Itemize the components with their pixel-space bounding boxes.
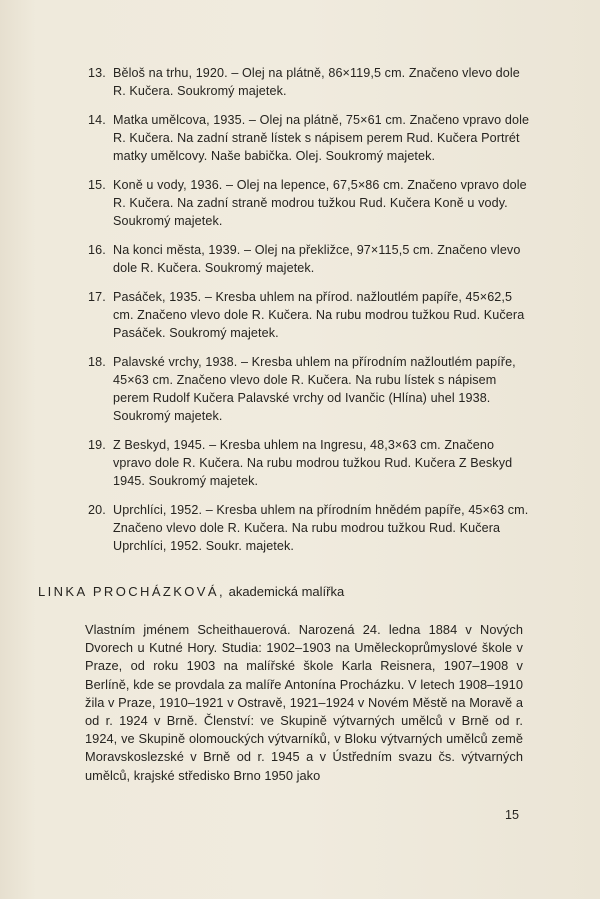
catalog-entry [88, 288, 536, 342]
entry-text: Pasáček, 1935. – Kresba uhlem na přírod. nažloutlém papíře, 45×62,5 cm. Značeno vlevo dole R. Kučera. Na rubu modrou tužkou Rud. Kučera Pasáček. Soukromý majetek. [113, 290, 525, 340]
entry-text: Na konci města, 1939. – Olej na překližce, 97×115,5 cm. Značeno vlevo dole R. Kučera. Soukromý majetek. [113, 243, 521, 275]
catalog-entry [88, 176, 536, 230]
entry-number: 15. [88, 178, 106, 192]
catalog-entry [88, 353, 536, 425]
entry-number: 14. [88, 113, 106, 127]
entry-text: Z Beskyd, 1945. – Kresba uhlem na Ingresu, 48,3×63 cm. Značeno vpravo dole R. Kučera. Na rubu modrou tužkou Rud. Kučera Z Beskyd 1945. Soukromý majetek. [113, 438, 513, 488]
catalog-entry [88, 436, 536, 490]
artist-biography: Vlastním jménem Scheithauerová. Narozená 24. ledna 1884 v Nových Dvorech u Kutné Hory. Studia: 1902–1903 na Uměleckoprůmyslové škole v Praze, od roku 1903 na malířské škole Karla Reisnera, 1907–1908 v Berlíně, kde se provdala za malíře Antonína Procházku. V letech 1908–1910 žila v Praze, 1910–1921 v Ostravě, 1921–1924 v Novém Městě na Moravě a od r. 1924 v Brně. Členství: ve Skupině výtvarných umělců v Brně od r. 1924, ve Skupině olomouckých výtvarníků, v Bloku výtvarných umělců země Moravskoslezské v Brně od r. 1945 a v Ústředním svazu čs. výtvarných umělců, krajské středisko Brno 1950 jako [85, 622, 523, 783]
entry-number: 19. [88, 438, 106, 452]
entry-number: 13. [88, 66, 106, 80]
entry-number: 17. [88, 290, 106, 304]
artist-heading [38, 582, 558, 602]
artist-title: akademická malířka [228, 584, 345, 599]
entry-text: Matka umělcova, 1935. – Olej na plátně, 75×61 cm. Značeno vpravo dole R. Kučera. Na zadní straně lístek s nápisem perem Rud. Kučera Portrét matky umělcovy. Naše babička. Olej. Soukromý majetek. [113, 113, 530, 163]
entry-text: Uprchlíci, 1952. – Kresba uhlem na přírodním hnědém papíře, 45×63 cm. Značeno vlevo dole R. Kučera. Na rubu modrou tužkou Rud. Kučera Uprchlíci, 1952. Soukr. majetek. [113, 503, 529, 553]
catalog-list [88, 64, 536, 566]
catalog-entry [88, 501, 536, 555]
entry-text: Běloš na trhu, 1920. – Olej na plátně, 86×119,5 cm. Značeno vlevo dole R. Kučera. Soukromý majetek. [113, 66, 520, 98]
entry-number: 18. [88, 355, 106, 369]
entry-text: Koně u vody, 1936. – Olej na lepence, 67,5×86 cm. Značeno vpravo dole R. Kučera. Na zadní straně modrou tužkou Rud. Kučera Koně u vody. Soukromý majetek. [113, 178, 527, 228]
artist-name: LINKA PROCHÁZKOVÁ, [38, 584, 225, 599]
catalog-entry [88, 111, 536, 165]
page-number: 15 [505, 808, 520, 822]
entry-text: Palavské vrchy, 1938. – Kresba uhlem na přírodním nažloutlém papíře, 45×63 cm. Značeno vlevo dole R. Kučera. Na rubu lístek s nápisem perem Rudolf Kučera Palavské vrchy od Ivančic (Hlína) uhel 1938. Soukromý majetek. [113, 355, 516, 423]
entry-number: 20. [88, 503, 106, 517]
entry-number: 16. [88, 243, 106, 257]
catalog-entry [88, 241, 536, 277]
catalog-entry [88, 64, 536, 100]
